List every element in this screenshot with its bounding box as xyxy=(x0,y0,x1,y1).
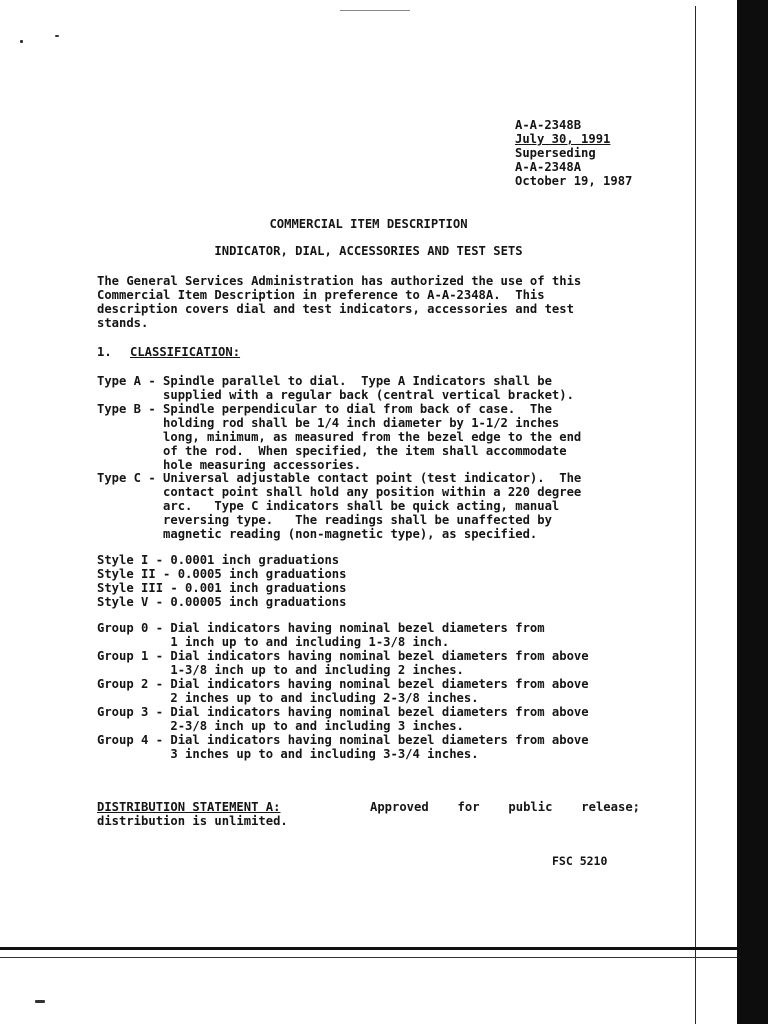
intro-line: stands. xyxy=(97,316,149,330)
group-line: 2-3/8 inch up to and including 3 inches. xyxy=(97,719,464,733)
scan-speck xyxy=(35,1000,45,1003)
group-line: 2 inches up to and including 2-3/8 inches. xyxy=(97,691,479,705)
scan-speck xyxy=(55,35,59,37)
page-bottom-rule xyxy=(0,947,737,950)
type-line: Type B - Spindle perpendicular to dial from back of case. The xyxy=(97,402,552,416)
section-number: 1. xyxy=(97,345,112,359)
type-line: magnetic reading (non-magnetic type), as specified. xyxy=(97,527,538,541)
type-line: Type A - Spindle parallel to dial. Type A Indicators shall be xyxy=(97,374,552,388)
type-line: of the rod. When specified, the item shall accommodate xyxy=(97,444,567,458)
group-line: 3 inches up to and including 3-3/4 inches. xyxy=(97,747,479,761)
page-bottom-rule-thin xyxy=(0,957,737,958)
scan-artifact-line xyxy=(340,10,410,11)
group-line: 1-3/8 inch up to and including 2 inches. xyxy=(97,663,464,677)
type-line: holding rod shall be 1/4 inch diameter by 1-1/2 inches xyxy=(97,416,560,430)
type-line: long, minimum, as measured from the bezel edge to the end xyxy=(97,430,582,444)
style-line: Style V - 0.00005 inch graduations xyxy=(97,595,347,609)
type-line: contact point shall hold any position within a 220 degree xyxy=(97,485,582,499)
intro-line: description covers dial and test indicators, accessories and test xyxy=(97,302,574,316)
group-line: 1 inch up to and including 1-3/8 inch. xyxy=(97,635,450,649)
doc-date: July 30, 1991 xyxy=(515,132,611,146)
type-line: supplied with a regular back (central vertical bracket). xyxy=(97,388,574,402)
group-line: Group 1 - Dial indicators having nominal bezel diameters from above xyxy=(97,649,589,663)
doc-number: A-A-2348B xyxy=(515,118,582,132)
type-line: arc. Type C indicators shall be quick acting, manual xyxy=(97,499,560,513)
distribution-text-first: Approved for public release; xyxy=(370,800,640,814)
group-line: Group 4 - Dial indicators having nominal bezel diameters from above xyxy=(97,733,589,747)
intro-line: Commercial Item Description in preference to A-A-2348A. This xyxy=(97,288,545,302)
scan-speck xyxy=(20,40,23,43)
group-line: Group 3 - Dial indicators having nominal bezel diameters from above xyxy=(97,705,589,719)
superseding-label: Superseding xyxy=(515,146,596,160)
fsc-code: FSC 5210 xyxy=(552,854,608,868)
group-line: Group 0 - Dial indicators having nominal bezel diameters from xyxy=(97,621,545,635)
distribution-label: DISTRIBUTION STATEMENT A: xyxy=(97,800,281,814)
page-title: COMMERCIAL ITEM DESCRIPTION xyxy=(269,217,468,231)
page-subtitle: INDICATOR, DIAL, ACCESSORIES AND TEST SETS xyxy=(214,244,523,258)
style-line: Style II - 0.0005 inch graduations xyxy=(97,567,347,581)
section-title: CLASSIFICATION: xyxy=(130,345,241,359)
superseded-doc: A-A-2348A xyxy=(515,160,582,174)
intro-line: The General Services Administration has authorized the use of this xyxy=(97,274,582,288)
distribution-text-second: distribution is unlimited. xyxy=(97,814,288,828)
style-line: Style I - 0.0001 inch graduations xyxy=(97,553,340,567)
style-line: Style III - 0.001 inch graduations xyxy=(97,581,347,595)
scan-edge-bar xyxy=(737,0,768,1024)
scan-margin-line xyxy=(695,6,696,1024)
type-line: hole measuring accessories. xyxy=(97,458,362,472)
group-line: Group 2 - Dial indicators having nominal bezel diameters from above xyxy=(97,677,589,691)
type-line: Type C - Universal adjustable contact point (test indicator). The xyxy=(97,471,582,485)
type-line: reversing type. The readings shall be unaffected by xyxy=(97,513,552,527)
superseded-date: October 19, 1987 xyxy=(515,174,633,188)
